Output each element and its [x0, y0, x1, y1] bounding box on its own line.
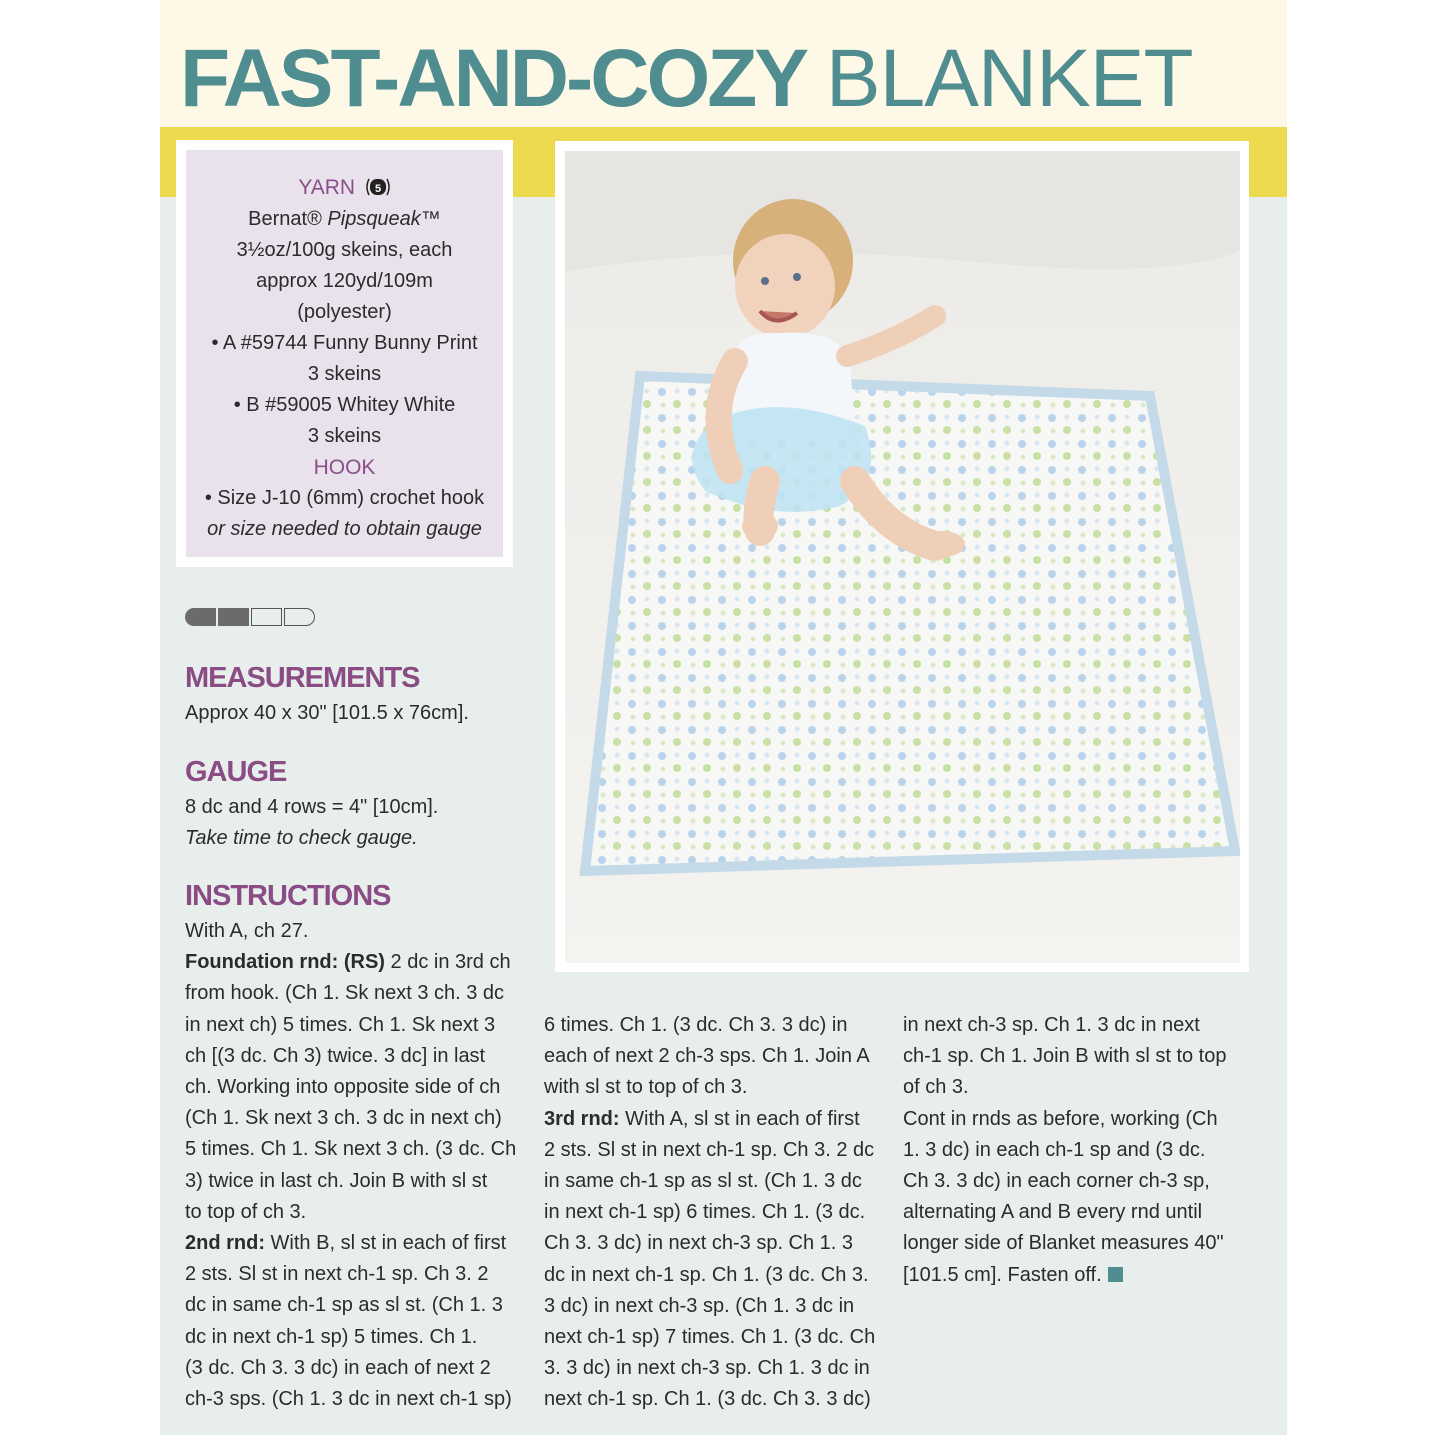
instruction-line: Ch 3. 3 dc) in next ch-3 sp. Ch 1. 3 [544, 1232, 854, 1255]
baby-on-blanket-illustration [565, 151, 1240, 963]
instruction-line: With A, ch 27. [185, 920, 309, 942]
gauge-text: 8 dc and 4 rows = 4" [10cm]. [185, 796, 439, 818]
yarn-color-a-qty: 3 skeins [307, 363, 382, 385]
instruction-line: 2 sts. Sl st in next ch-1 sp. Ch 3. 2 [185, 1263, 489, 1286]
measurements-text: Approx 40 x 30" [101.5 x 76cm]. [185, 702, 469, 724]
instruction-line: Ch 3. 3 dc) in each corner ch-3 sp, [903, 1170, 1210, 1193]
instruction-line: dc in next ch-1 sp) 5 times. Ch 1. [185, 1325, 478, 1348]
measurements-heading: MEASUREMENTS [185, 662, 420, 694]
skill-level-segment [251, 608, 282, 626]
instruction-line: (3 dc. Ch 3. 3 dc) in each of next 2 [185, 1356, 491, 1379]
hook-heading: HOOK [313, 456, 376, 479]
yarn-heading: YARN [298, 176, 356, 199]
instruction-line: 2 sts. Sl st in next ch-1 sp. Ch 3. 2 dc [544, 1138, 875, 1161]
yarn-spec-line: 3½oz/100g skeins, each [236, 239, 453, 261]
instruction-line: 6 times. Ch 1. (3 dc. Ch 3. 3 dc) in [544, 1014, 848, 1036]
instruction-line: 3) twice in last ch. Join B with sl st [185, 1169, 488, 1192]
instructions-column-3 [903, 1010, 1226, 1291]
instruction-line: ch-1 sp. Ch 1. Join B with sl st to top [903, 1045, 1227, 1068]
instruction-line: from hook. (Ch 1. Sk next 3 ch. 3 dc [185, 982, 505, 1005]
instruction-line: Cont in rnds as before, working (Ch [903, 1107, 1218, 1130]
yarn-color-b: • B #59005 Whitey White [233, 394, 456, 416]
instruction-line: 3 dc) in next ch-3 sp. (Ch 1. 3 dc in [544, 1294, 855, 1317]
instruction-line: 2nd rnd: With B, sl st in each of first [185, 1232, 507, 1255]
instruction-line: 3. 3 dc) in next ch-3 sp. Ch 1. 3 dc in [544, 1357, 870, 1380]
instruction-line: 3rd rnd: With A, sl st in each of first [544, 1107, 860, 1130]
yarn-weight-number: 5 [374, 183, 381, 195]
round-label: Foundation rnd: (RS) [185, 951, 385, 974]
instruction-line: next ch-1 sp) 7 times. Ch 1. (3 dc. Ch [544, 1326, 876, 1349]
blanket-photo [565, 151, 1240, 963]
skill-level-segment [185, 608, 216, 626]
hook-size: • Size J-10 (6mm) crochet hook [204, 487, 485, 509]
instruction-line: (Ch 1. Sk next 3 ch. 3 dc in next ch) [185, 1107, 502, 1130]
page-title [180, 34, 1193, 124]
instruction-line: 5 times. Ch 1. Sk next 3 ch. (3 dc. Ch [185, 1138, 517, 1161]
yarn-color-b-qty: 3 skeins [307, 425, 382, 447]
skill-level-segment [218, 608, 249, 626]
instruction-line: Foundation rnd: (RS) 2 dc in 3rd ch [185, 951, 511, 974]
materials-box-inner [186, 150, 503, 557]
end-mark-icon [1108, 1267, 1123, 1282]
round-label: 2nd rnd: [185, 1232, 265, 1255]
yarn-brand: Bernat® [248, 208, 322, 230]
instruction-line: with sl st to top of ch 3. [544, 1076, 748, 1099]
skill-level-indicator [185, 608, 315, 628]
instruction-line: dc in next ch-1 sp. Ch 1. (3 dc. Ch 3. [544, 1263, 869, 1286]
yarn-product: Pipsqueak™ [327, 208, 441, 230]
instruction-line: of ch 3. [903, 1076, 969, 1099]
instructions-column-2 [544, 1010, 875, 1416]
yarn-spec-line: approx 120yd/109m [256, 270, 433, 292]
instructions-column-1 [185, 916, 516, 1415]
instruction-line: to top of ch 3. [185, 1200, 307, 1223]
gauge-note: Take time to check gauge. [185, 827, 418, 849]
instruction-line: dc in same ch-1 sp as sl st. (Ch 1. 3 [185, 1294, 503, 1317]
title-light: BLANKET [825, 33, 1193, 124]
instruction-line: longer side of Blanket measures 40" [903, 1232, 1224, 1255]
instruction-line: 1. 3 dc) in each ch-1 sp and (3 dc. [903, 1138, 1206, 1161]
instruction-line: in same ch-1 sp as sl st. (Ch 1. 3 dc [544, 1170, 862, 1193]
yarn-color-a: • A #59744 Funny Bunny Print [211, 332, 478, 354]
yarn-weight-icon [365, 177, 391, 197]
materials-box [176, 140, 513, 567]
skill-level-segment [284, 608, 315, 626]
instruction-line: ch. Working into opposite side of ch [185, 1076, 501, 1099]
gauge-heading: GAUGE [185, 756, 287, 788]
title-bold: FAST-AND-COZY [180, 33, 807, 124]
instructions-heading: INSTRUCTIONS [185, 880, 391, 912]
hook-note: or size needed to obtain gauge [207, 518, 482, 540]
instruction-line: next ch-1 sp. Ch 1. (3 dc. Ch 3. 3 dc) [544, 1388, 871, 1411]
round-label: 3rd rnd: [544, 1107, 620, 1130]
instruction-line: in next ch-3 sp. Ch 1. 3 dc in next [903, 1014, 1200, 1036]
instruction-line: ch-3 sps. (Ch 1. 3 dc in next ch-1 sp) [185, 1388, 512, 1411]
instruction-line: alternating A and B every rnd until [903, 1201, 1203, 1224]
instruction-line: [101.5 cm]. Fasten off. [903, 1260, 1226, 1291]
instruction-line: in next ch) 5 times. Ch 1. Sk next 3 [185, 1013, 496, 1036]
instruction-line: in next ch-1 sp) 6 times. Ch 1. (3 dc. [544, 1201, 866, 1224]
instruction-line: each of next 2 ch-3 sps. Ch 1. Join A [544, 1045, 870, 1068]
yarn-spec-line: (polyester) [297, 301, 392, 323]
instruction-line: ch [(3 dc. Ch 3) twice. 3 dc] in last [185, 1044, 486, 1067]
